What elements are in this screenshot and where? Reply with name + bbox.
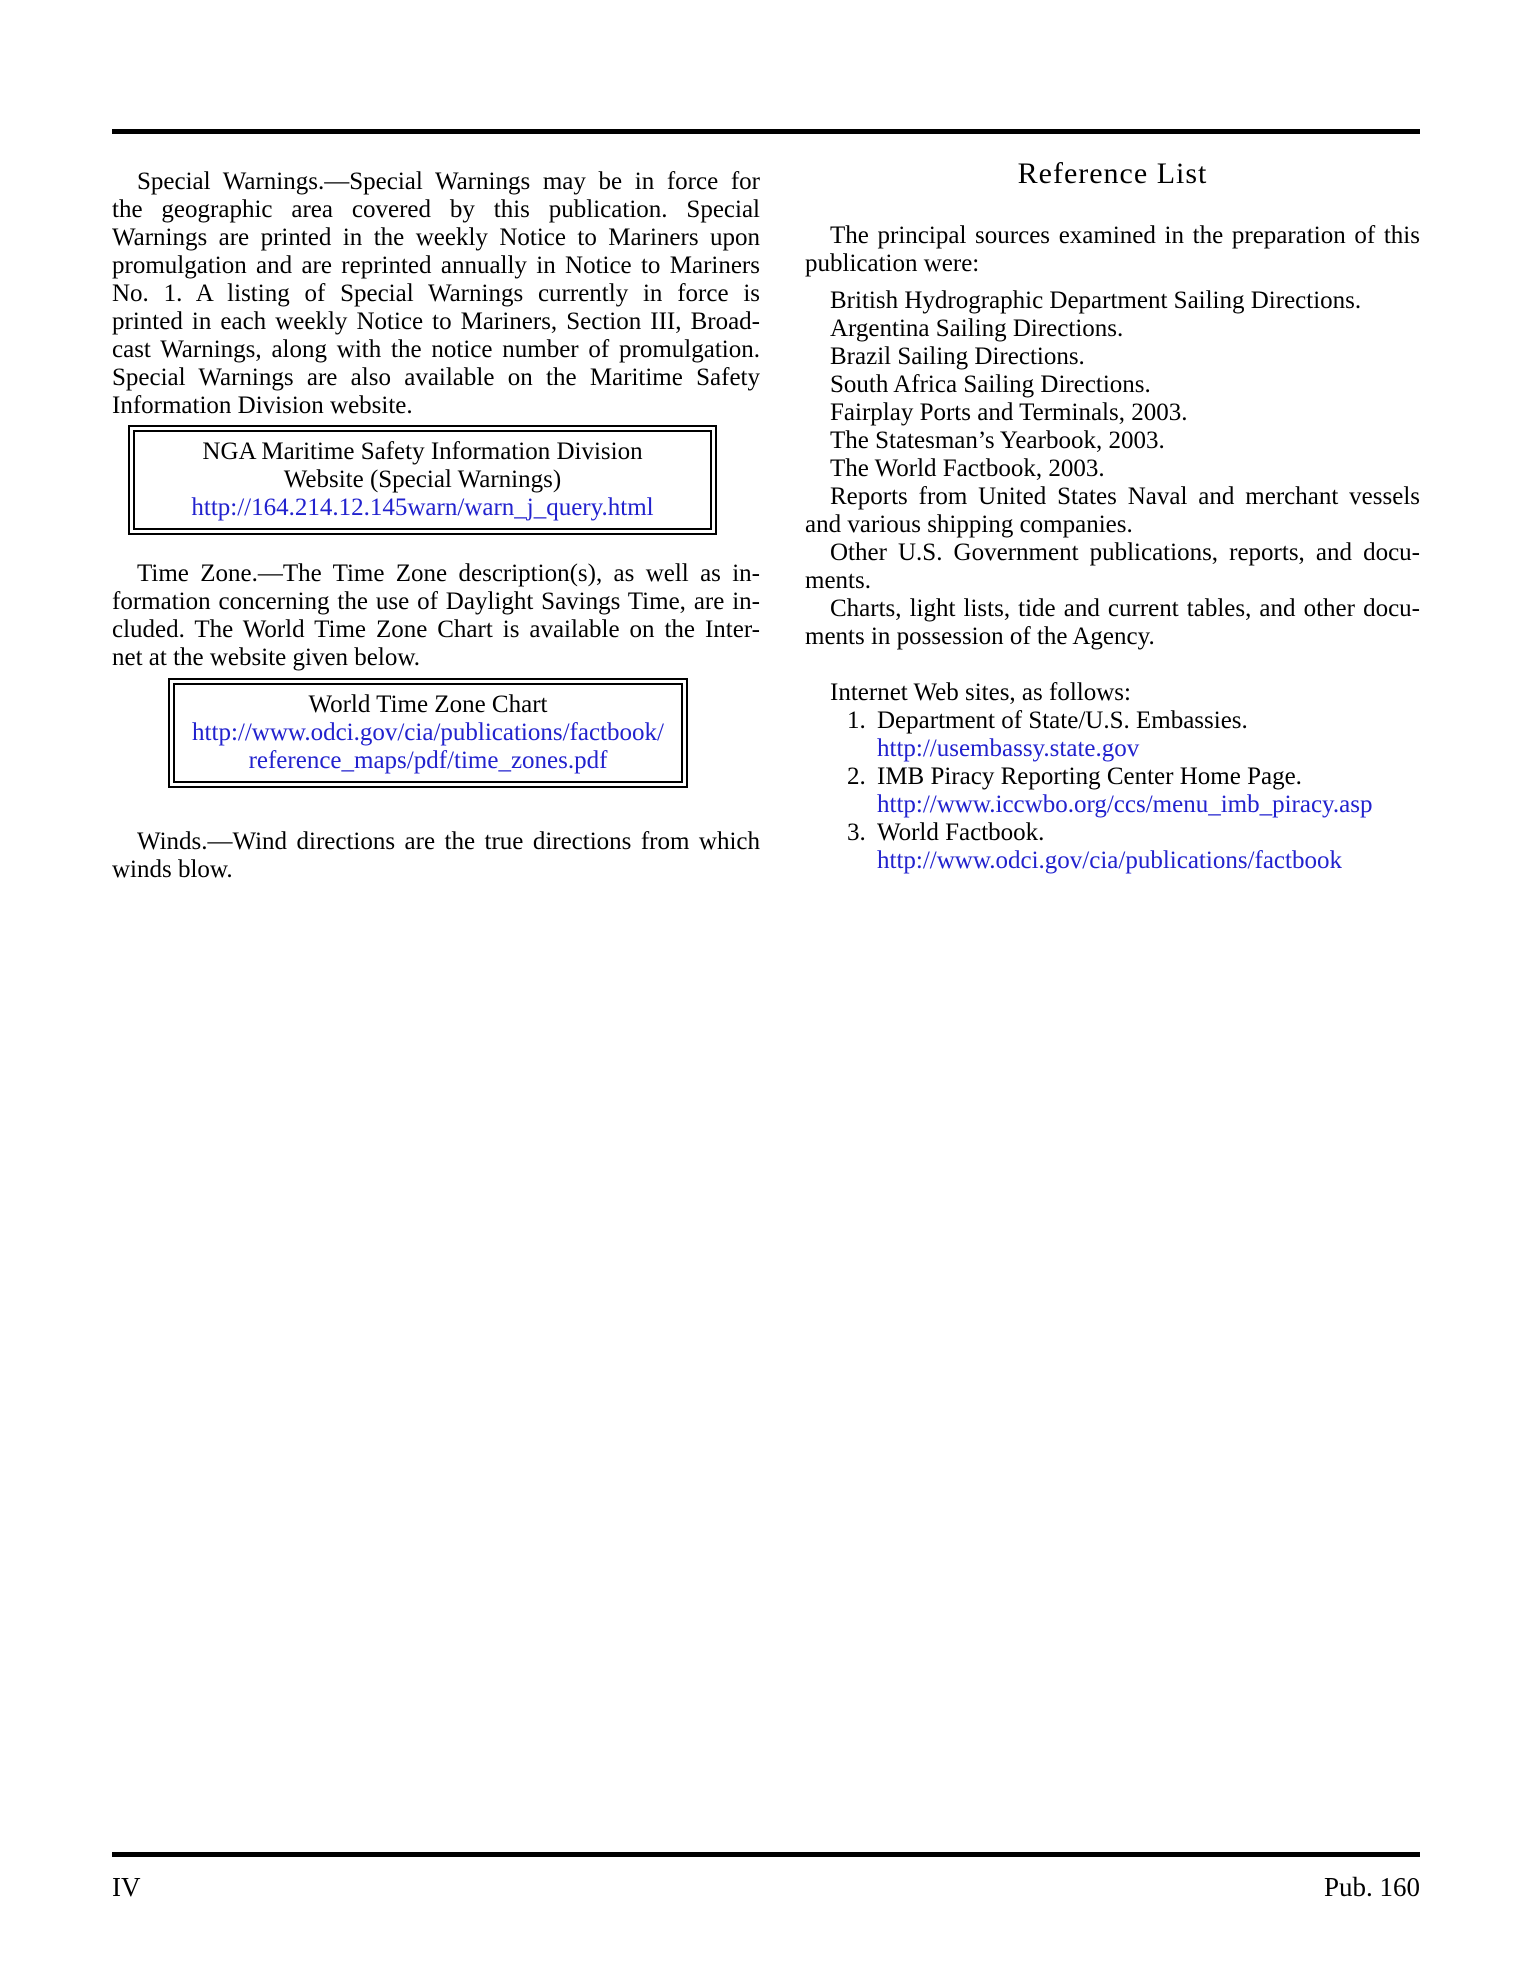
source-item: South Africa Sailing Directions. [830,371,1151,398]
text-line: Warnings are printed in the weekly Notice to Mariners upon [112,224,760,251]
text-line: net at the website given below. [112,644,421,671]
site-title: IMB Piracy Reporting Center Home Page. [877,763,1302,790]
text-line: Other U.S. Government publications, reports, and docu- [830,539,1420,566]
text-line: Information Division website. [112,392,413,419]
footer-publication-number: Pub. 160 [1323,1872,1420,1902]
nga-box-title-line1: NGA Maritime Safety Information Division [202,438,643,465]
text-line: winds blow. [112,856,233,883]
time-zone-chart-box [168,678,688,788]
nga-website-box-inner [133,430,712,530]
nga-box-url-link[interactable]: http://164.214.12.145warn/warn_j_query.html [191,494,654,521]
site-url-link[interactable]: http://www.iccwbo.org/ccs/menu_imb_piracy.asp [877,791,1373,818]
internet-sites-intro: Internet Web sites, as follows: [830,679,1131,706]
site-url-link[interactable]: http://www.odci.gov/cia/publications/factbook [877,847,1342,874]
bottom-rule [112,1852,1420,1857]
text-line: Time Zone.—The Time Zone description(s), as well as in- [137,560,760,587]
text-line: cast Warnings, along with the notice number of promulgation. [112,336,760,363]
text-line: Charts, light lists, tide and current tables, and other docu- [830,595,1420,622]
time-zone-chart-box-inner [173,683,683,783]
top-rule [112,129,1420,134]
site-url-link[interactable]: http://usembassy.state.gov [877,735,1140,762]
text-line: ments in possession of the Agency. [805,623,1155,650]
text-line: ments. [805,567,871,594]
text-line: printed in each weekly Notice to Mariners, Section III, Broad- [112,308,760,335]
site-number: 3. [847,819,866,846]
source-item: The Statesman’s Yearbook, 2003. [830,427,1165,454]
left-column [112,168,760,884]
reports-paragraph [805,483,1420,539]
time-zone-box-title: World Time Zone Chart [308,691,548,718]
text-line: Winds.—Wind directions are the true directions from which [137,828,760,855]
nga-website-box [128,425,717,535]
source-item: The World Factbook, 2003. [830,455,1105,482]
internet-site-item [805,707,1420,763]
time-zone-paragraph [112,560,760,672]
text-line: cluded. The World Time Zone Chart is available on the Inter- [112,616,760,643]
page-footer [112,1872,1420,1902]
source-item: Fairplay Ports and Terminals, 2003. [830,399,1188,426]
text-line: and various shipping companies. [805,511,1133,538]
internet-site-item [805,819,1420,875]
time-zone-box-url-line1[interactable]: http://www.odci.gov/cia/publications/factbook/ [192,719,664,746]
other-publications-paragraph [805,539,1420,595]
site-title-line [805,763,1420,791]
text-line: Special Warnings are also available on the Maritime Safety [112,364,760,391]
text-line: formation concerning the use of Daylight Savings Time, are in- [112,588,760,615]
site-title-line [805,707,1420,735]
text-line: No. 1. A listing of Special Warnings currently in force is [112,280,760,307]
text-line: The principal sources examined in the preparation of this [830,222,1420,249]
site-number: 1. [847,707,866,734]
source-item: Brazil Sailing Directions. [830,343,1085,370]
winds-paragraph [112,828,760,884]
site-title-line [805,819,1420,847]
sources-list [805,287,1420,483]
right-column [805,158,1420,875]
charts-paragraph [805,595,1420,651]
internet-site-item [805,763,1420,819]
site-number: 2. [847,763,866,790]
text-line: the geographic area covered by this publication. Special [112,196,760,223]
special-warnings-paragraph [112,168,760,420]
time-zone-box-url-line2[interactable]: reference_maps/pdf/time_zones.pdf [248,747,608,774]
reference-intro-paragraph [805,222,1420,278]
reference-list-heading: Reference List [1017,157,1208,190]
nga-box-title-line2: Website (Special Warnings) [283,466,562,493]
text-line: Reports from United States Naval and merchant vessels [830,483,1420,510]
source-item: Argentina Sailing Directions. [830,315,1124,342]
text-line: promulgation and are reprinted annually in Notice to Mariners [112,252,760,279]
text-line: publication were: [805,250,980,277]
site-title: Department of State/U.S. Embassies. [877,707,1248,734]
footer-page-number: IV [112,1872,141,1902]
source-item: British Hydrographic Department Sailing Directions. [830,287,1362,314]
text-line: Special Warnings.—Special Warnings may be in force for [137,168,760,195]
internet-sites-list [805,707,1420,875]
site-title: World Factbook. [877,819,1045,846]
